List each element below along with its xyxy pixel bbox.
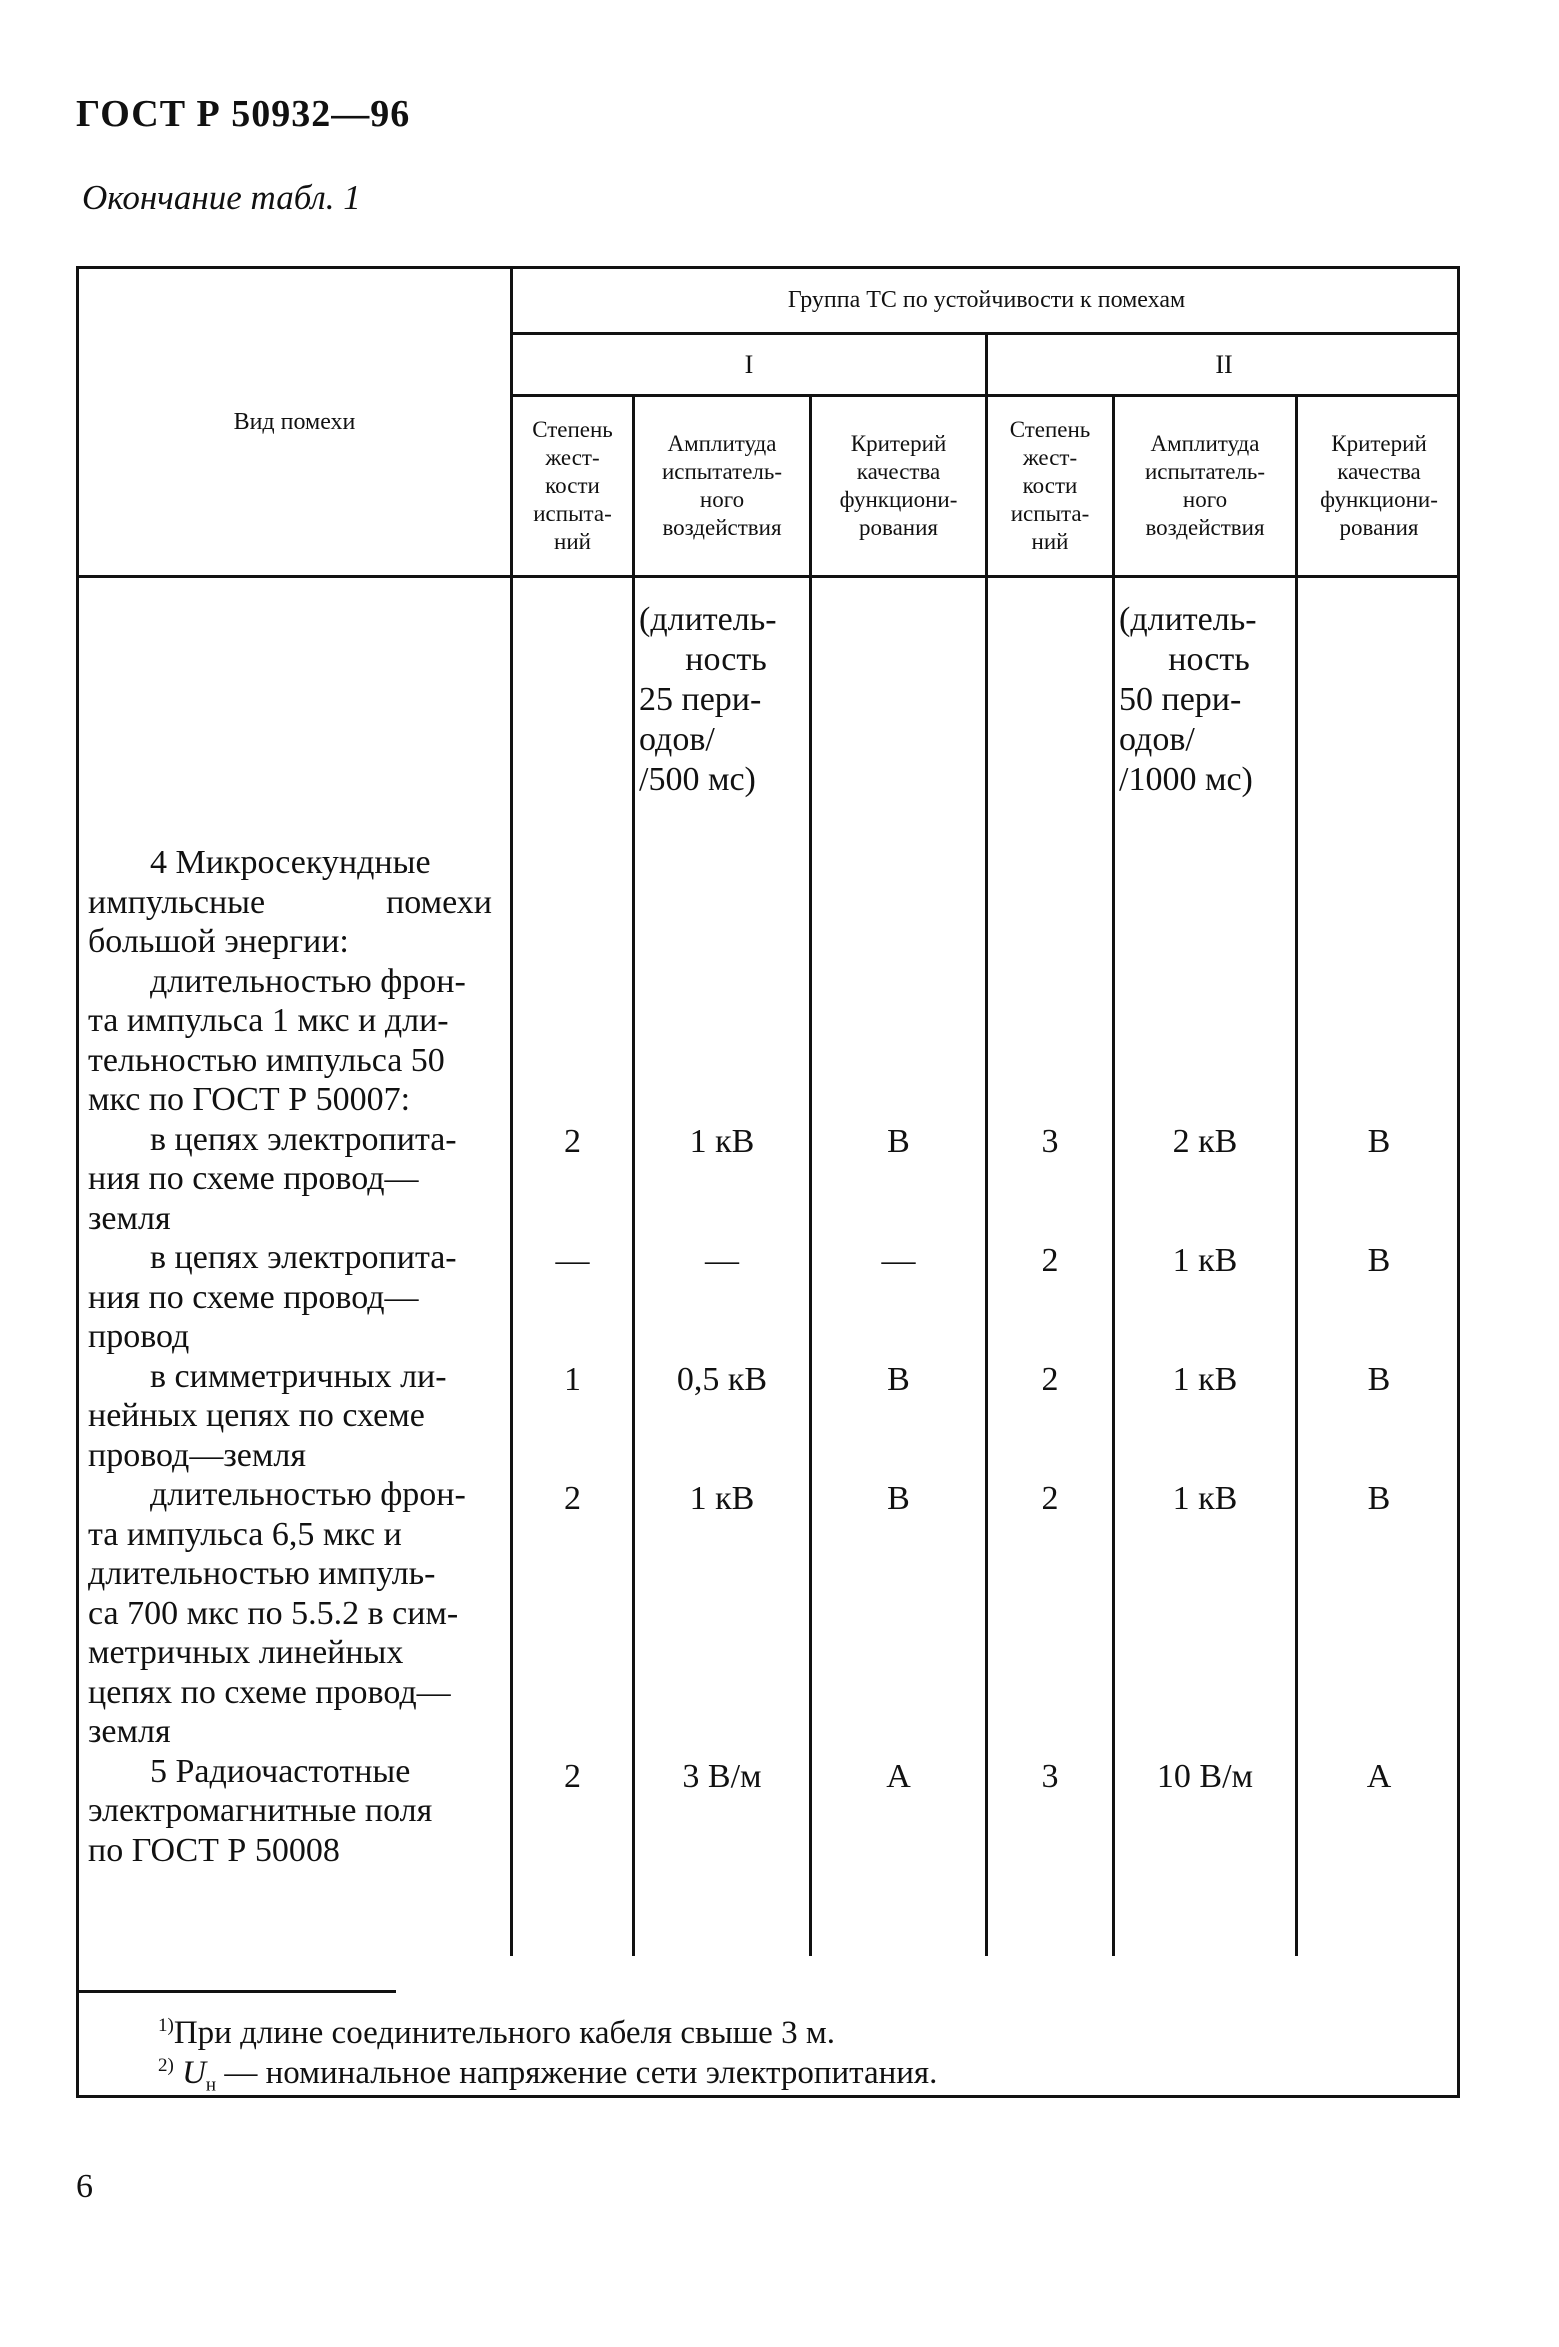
header-amplitude-I: Амплитуда испытатель- ного воздействия (661, 431, 783, 540)
criterion-I: В (887, 1123, 910, 1160)
header-severity-I: Степень жест- кости испыта- ний (532, 417, 613, 554)
amplitude-II: 1 кВ (1172, 1361, 1238, 1398)
header-criterion-II: Критерий качества функциони- рования (1320, 431, 1438, 540)
severity-II: 2 (1041, 1480, 1059, 1517)
header-group-I: I (744, 349, 754, 379)
duration-note-II: (длитель- ность 50 пери- одов/ /1000 мс) (1119, 601, 1257, 798)
interference-description: 4 Микросекундные импульсные помехи большой энергии: длительностью фрон- та импульса 1 мкс и дли- тельностью импульса 50 мкс по ГОСТ Р 50007: в цепях электропита- ния по схеме провод— земля в цепях электропита- ния по схеме провод— провод в симметричных ли- нейных цепях по схеме провод—земля длительностью фрон- та импульса 6,5 мкс и длительностью импуль- са 700 мкс по 5.5.2 в сим- метричных линейных цепях по схеме провод— земля 5 Радиочастотные электромагнитные поля по ГОСТ Р 50008 (88, 844, 492, 1869)
amplitude-II: 1 кВ (1172, 1242, 1238, 1279)
severity-II: 2 (1041, 1242, 1059, 1279)
criterion-I: В (887, 1480, 910, 1517)
header-severity-II: Степень жест- кости испыта- ний (1009, 417, 1091, 554)
header-group: Группа ТС по устойчивости к помехам (787, 287, 1186, 313)
amplitude-I: 0,5 кВ (676, 1361, 768, 1398)
severity-II: 3 (1041, 1123, 1059, 1160)
amplitude-II: 2 кВ (1172, 1123, 1238, 1160)
footnote-2: $^{2)}$ $U_н$ — номинальное напряжение сети электропитания. (158, 2055, 938, 2096)
severity-I: 2 (564, 1758, 581, 1795)
amplitude-II: 10 В/м (1156, 1758, 1254, 1795)
header-criterion-I: Критерий качества функциони- рования (839, 431, 958, 540)
duration-note-I: (длитель- ность 25 пери- одов/ /500 мс) (639, 601, 777, 798)
severity-I: 2 (564, 1123, 581, 1160)
severity-I: 1 (564, 1361, 581, 1398)
page-number: 6 (76, 2168, 93, 2205)
footnote-divider (76, 1990, 396, 1993)
severity-I: 2 (564, 1480, 581, 1517)
criterion-I: — (881, 1242, 916, 1279)
amplitude-I: — (705, 1242, 739, 1279)
criterion-II: В (1367, 1361, 1391, 1398)
severity-II: 2 (1041, 1361, 1059, 1398)
document-header: ГОСТ Р 50932—96 (76, 93, 411, 135)
header-amplitude-II: Амплитуда испытатель- ного воздействия (1144, 431, 1266, 540)
grid-line (76, 575, 1460, 578)
criterion-I: А (886, 1758, 911, 1795)
amplitude-II: 1 кВ (1172, 1480, 1238, 1517)
criterion-I: В (887, 1361, 910, 1398)
header-kind-of-interference: Вид помехи (233, 409, 356, 435)
criterion-II: В (1367, 1123, 1391, 1160)
footnote-1: $^{1)}$При длине соединительного кабеля свыше 3 м. (158, 2015, 835, 2051)
table-caption: Окончание табл. 1 (82, 178, 361, 217)
amplitude-I: 1 кВ (689, 1480, 755, 1517)
criterion-II: В (1367, 1480, 1391, 1517)
header-group-II: II (1215, 349, 1233, 379)
severity-I: — (555, 1242, 590, 1279)
amplitude-I: 3 В/м (682, 1758, 762, 1795)
criterion-II: В (1367, 1242, 1391, 1279)
amplitude-I: 1 кВ (689, 1123, 755, 1160)
severity-II: 3 (1041, 1758, 1059, 1795)
criterion-II: А (1366, 1758, 1392, 1795)
